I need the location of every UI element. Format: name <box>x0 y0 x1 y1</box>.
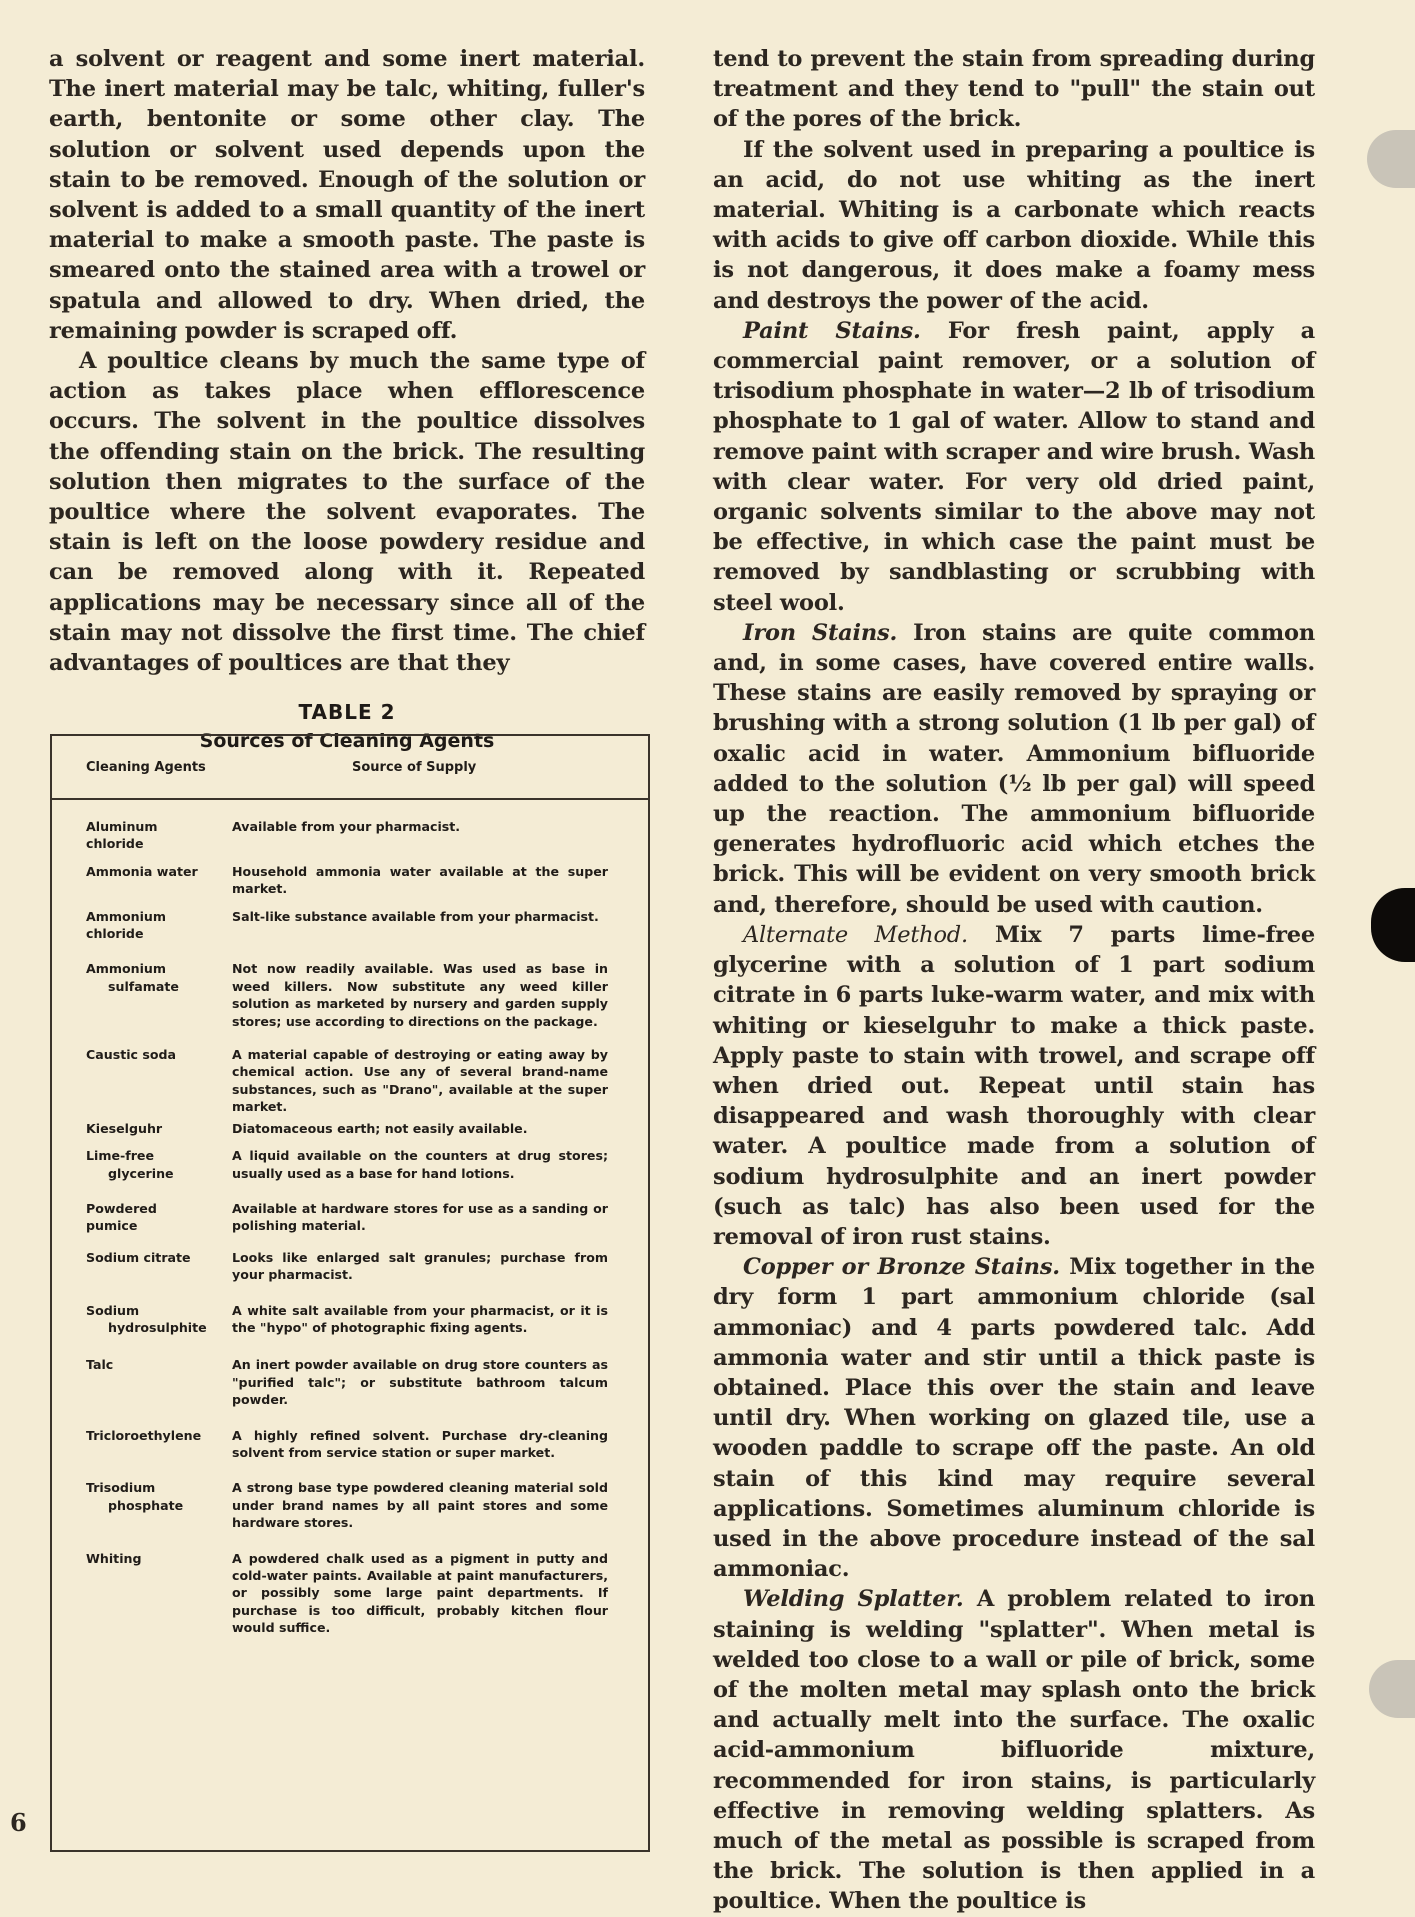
alternate-method-heading: Alternate Method. <box>743 921 968 948</box>
agent-name: Ammonia water <box>86 863 198 879</box>
table-row <box>52 863 648 898</box>
binder-tab-lower <box>1369 1660 1415 1718</box>
agent-name: Tricloroethylene <box>86 1427 202 1443</box>
iron-stains-paragraph <box>713 618 1315 920</box>
cleaning-agent-cell <box>52 960 212 1030</box>
cleaning-agent-cell <box>52 1302 212 1337</box>
source-of-supply-cell: Household ammonia water available at the super market. <box>232 863 608 897</box>
source-of-supply-cell: A liquid available on the counters at drug stores; usually used as a base for hand lotions. <box>232 1148 608 1181</box>
cleaning-agent-cell <box>52 863 212 898</box>
source-of-supply-cell: Looks like enlarged salt granules; purchase from your pharmacist. <box>232 1249 608 1283</box>
agent-name-continued: glycerine <box>108 1165 174 1181</box>
welding-splatter-paragraph <box>713 1584 1315 1916</box>
cleaning-agent-cell <box>52 1120 212 1137</box>
page-number: 6 <box>10 1808 27 1837</box>
agent-name: Aluminum chloride <box>86 819 158 852</box>
agent-name: Lime-free <box>86 1148 155 1164</box>
agent-name-continued: sulfamate <box>108 978 179 994</box>
table-row <box>52 960 648 1030</box>
cleaning-agent-cell <box>52 818 212 853</box>
agent-name: Whiting <box>86 1550 142 1566</box>
table-row <box>52 1120 648 1137</box>
table-row <box>52 1356 648 1408</box>
agent-name: Kieselguhr <box>86 1120 163 1136</box>
welding-splatter-heading: Welding Splatter. <box>743 1586 964 1613</box>
agent-name-continued: hydrosulphite <box>108 1319 207 1335</box>
cleaning-agent-cell <box>52 1479 212 1531</box>
column-header-agents: Cleaning Agents <box>86 760 206 775</box>
cleaning-agent-cell <box>52 1046 212 1116</box>
source-of-supply-cell: Not now readily available. Was used as base in weed killers. Now substitute any weed killer solution as marketed by nursery and garden supply stores; use according to directions on the package. <box>232 961 608 1029</box>
paint-stains-heading: Paint Stains. <box>743 317 921 344</box>
table-row <box>52 908 648 943</box>
copper-stains-heading: Copper or Bronze Stains. <box>743 1254 1060 1281</box>
table-body <box>52 800 648 1637</box>
table-row <box>52 1479 648 1531</box>
cleaning-agent-cell <box>52 1550 212 1637</box>
table-row <box>52 1550 648 1637</box>
copper-stains-paragraph <box>713 1252 1315 1584</box>
right-paragraph-1: tend to prevent the stain from spreading during treatment and they tend to "pull" the stain out of the pores of the brick. <box>713 46 1315 133</box>
right-column <box>713 44 1315 1917</box>
cleaning-agent-cell <box>52 1200 212 1235</box>
table-row <box>52 818 648 853</box>
iron-stains-heading: Iron Stains. <box>743 619 898 646</box>
table-row <box>52 1302 648 1337</box>
source-of-supply-cell: A white salt available from your pharmacist, or it is the "hypo" of photographic fixing agents. <box>232 1302 608 1335</box>
binder-tab-black <box>1371 888 1415 962</box>
table-label: TABLE 2 <box>298 700 396 725</box>
source-of-supply-cell: Available from your pharmacist. <box>232 819 461 834</box>
left-paragraph-2: A poultice cleans by much the same type of action as takes place when efflorescence occurs. The solvent in the poultice dissolves the offending stain on the brick. The resulting solution then migrates to the surface of the poultice where the solvent evaporates. The stain is left on the loose powdery residue and can be removed along with it. Repeated applications may be necessary since all of the stain may not dissolve the first time. The chief advantages of poultices are that they <box>49 348 645 677</box>
table-title: Sources of Cleaning Agents <box>199 730 495 753</box>
agent-name-continued: phosphate <box>108 1497 184 1513</box>
table-row <box>52 1046 648 1116</box>
right-paragraph-2: If the solvent used in preparing a poultice is an acid, do not use whiting as the inert material. Whiting is a carbonate which reacts with acids to give off carbon dioxide. While this is not dangerous, it does make a foamy mess and destroys the power of the acid. <box>713 136 1315 314</box>
source-of-supply-cell: An inert powder available on drug store counters as "purified talc"; or substitute bathroom talcum powder. <box>232 1357 608 1408</box>
cleaning-agent-cell <box>52 1147 212 1182</box>
copper-stains-text: Mix together in the dry form 1 part ammonium chloride (sal ammoniac) and 4 parts powdered talc. Add ammonia water and stir until a thick paste is obtained. Place this over the stain and leave until dry. When working on glazed tile, use a wooden paddle to scrape off the paste. An old stain of this kind may require several applications. Sometimes aluminum chloride is used in the above procedure instead of the sal ammoniac. <box>713 1254 1315 1583</box>
table-row <box>52 1200 648 1235</box>
source-of-supply-cell: Available at hardware stores for use as a sanding or polishing material. <box>232 1200 608 1234</box>
cleaning-agent-cell <box>52 1427 212 1462</box>
paint-stains-paragraph <box>713 316 1315 618</box>
left-column <box>49 44 645 752</box>
table-row <box>52 1249 648 1284</box>
column-header-source: Source of Supply <box>352 760 477 775</box>
cleaning-agent-cell <box>52 908 212 943</box>
table-row <box>52 1147 648 1182</box>
source-of-supply-cell: A highly refined solvent. Purchase dry-cleaning solvent from service station or super market. <box>232 1427 608 1460</box>
cleaning-agents-table <box>50 734 650 1852</box>
table-header-row <box>52 736 648 800</box>
table-row <box>52 1427 648 1462</box>
iron-stains-text: Iron stains are quite common and, in some cases, have covered entire walls. These stains are easily removed by spraying or brushing with a strong solution (1 lb per gal) of oxalic acid in water. Ammonium bifluoride added to the solution (½ lb per gal) will speed up the reaction. The ammonium bifluoride generates hydrofluoric acid which etches the brick. This will be evident on very smooth brick and, therefore, should be used with caution. <box>713 619 1315 918</box>
paint-stains-text: For fresh paint, apply a commercial paint remover, or a solution of trisodium phosphate in water—2 lb of trisodium phosphate to 1 gal of water. Allow to stand and remove paint with scraper and wire brush. Wash with clear water. For very old dried paint, organic solvents similar to the above may not be effective, in which case the paint must be removed by sandblasting or scrubbing with steel wool. <box>713 317 1315 616</box>
cleaning-agent-cell <box>52 1249 212 1284</box>
alternate-method-text: Mix 7 parts lime-free glycerine with a solution of 1 part sodium citrate in 6 parts luke-warm water, and mix with whiting or kieselguhr to make a thick paste. Apply paste to stain with trowel, and scrape off when dried out. Repeat until stain has disappeared and wash thoroughly with clear water. A poultice made from a solution of sodium hydrosulphite and an inert powder (such as talc) has also been used for the removal of iron rust stains. <box>713 921 1315 1250</box>
left-paragraph-1: a solvent or reagent and some inert material. The inert material may be talc, whiting, fuller's earth, bentonite or some other clay. The solution or solvent used depends upon the stain to be removed. Enough of the solution or solvent is added to a small quantity of the inert material to make a smooth paste. The paste is smeared onto the stained area with a trowel or spatula and allowed to dry. When dried, the remaining powder is scraped off. <box>49 46 645 344</box>
agent-name: Sodium citrate <box>86 1249 191 1265</box>
alternate-method-paragraph <box>713 920 1315 1252</box>
source-of-supply-cell: Salt-like substance available from your pharmacist. <box>232 908 599 924</box>
agent-name: Ammonium <box>86 961 167 977</box>
source-of-supply-cell: A powdered chalk used as a pigment in putty and cold-water paints. Available at paint manufacturers, or possibly some large paint departments. If purchase is too difficult, probably kitchen flour would suffice. <box>232 1550 608 1636</box>
agent-name: Caustic soda <box>86 1047 177 1063</box>
agent-name: Powdered pumice <box>86 1200 157 1234</box>
cleaning-agent-cell <box>52 1356 212 1408</box>
agent-name: Sodium <box>86 1302 140 1318</box>
source-of-supply-cell: Diatomaceous earth; not easily available. <box>232 1120 528 1136</box>
source-of-supply-cell: A strong base type powdered cleaning material sold under brand names by all paint stores and some hardware stores. <box>232 1480 608 1531</box>
agent-name: Ammonium chloride <box>86 908 167 942</box>
agent-name: Talc <box>86 1357 114 1373</box>
source-of-supply-cell: A material capable of destroying or eating away by chemical action. Use any of several brand-name substances, such as "Drano", available at the super market. <box>232 1047 608 1115</box>
agent-name: Trisodium <box>86 1480 156 1496</box>
welding-splatter-text: A problem related to iron staining is welding "splatter". When metal is welded too close to a wall or pile of brick, some of the molten metal may splash onto the brick and actually melt into the surface. The oxalic acid-ammonium bifluoride mixture, recommended for iron stains, is particularly effective in removing welding splatters. As much of the metal as possible is scraped from the brick. The solution is then applied in a poultice. When the poultice is <box>713 1586 1315 1915</box>
binder-tab-upper <box>1367 130 1415 188</box>
